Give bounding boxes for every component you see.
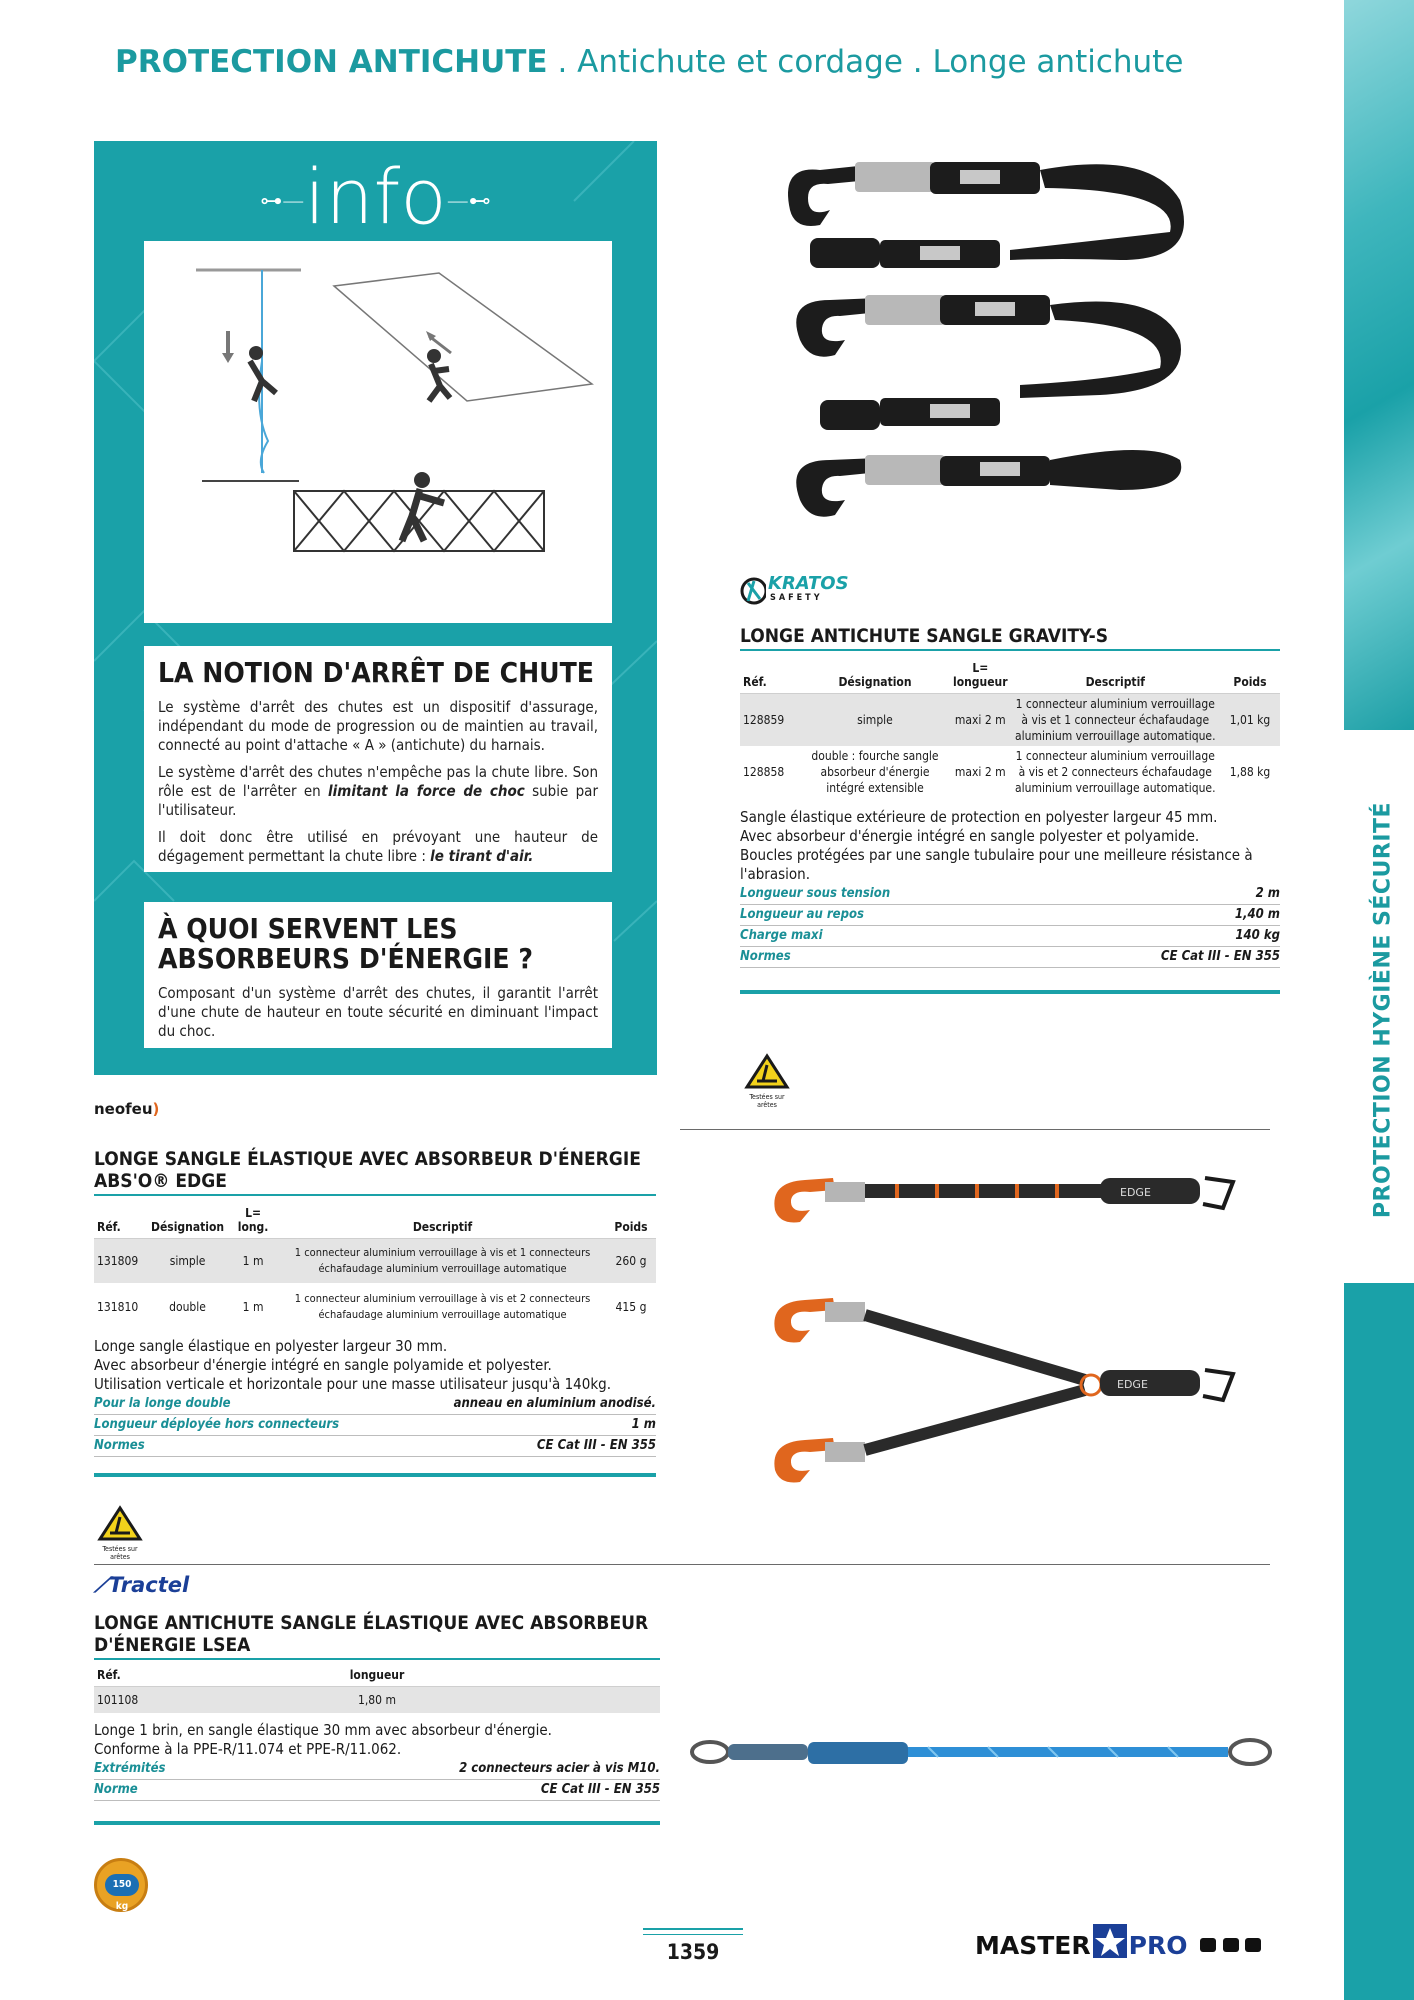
- cell-ref: 128858: [743, 765, 785, 779]
- table-row: [94, 1687, 660, 1713]
- info-panel: [94, 141, 657, 1075]
- cell-designation: simple: [800, 694, 950, 747]
- spec-row: [740, 947, 1280, 968]
- info-box-fall-arrest: [144, 646, 612, 872]
- absoedge-edge-tested-badge: [96, 1505, 144, 1561]
- spec-value: CE Cat III - EN 355: [1160, 949, 1280, 964]
- col-header: Poids: [606, 1202, 656, 1239]
- section-tab[interactable]: [1363, 800, 1403, 1220]
- edge-label: EDGE: [1117, 1378, 1148, 1391]
- absoedge-specs: [94, 1394, 656, 1457]
- lsea-specs: [94, 1759, 660, 1801]
- spec-value: 140 kg: [1235, 928, 1280, 943]
- neofeu-logo: [94, 1100, 159, 1118]
- table-row: [94, 1283, 656, 1331]
- gravity-lanyard-image: [760, 140, 1210, 540]
- ornament-right-icon: —⊷: [446, 189, 491, 214]
- col-header: Poids: [1220, 657, 1280, 694]
- cell-designation: simple: [148, 1239, 227, 1283]
- info-paragraph: Le système d'arrêt des chutes est un dispositif d'assurage, indépendant du mode de progression ou de maintien au travail, connecté au point d'attache « A » (antichute) du harnais.: [158, 698, 598, 754]
- cell-description: 1 connecteur aluminium verrouillage à vis et 2 connecteurs échafaudage aluminium verrouillage automatique: [294, 1291, 591, 1321]
- info-text: Le système d'arrêt des chutes n'empêche pas la chute libre. Son rôle est de l'arrêter en: [158, 763, 598, 800]
- fall-arrest-illustration: [144, 241, 612, 623]
- ornament-left-icon: ⊶—: [260, 189, 305, 214]
- col-header: Réf.: [94, 1202, 148, 1239]
- gravity-title: LONGE ANTICHUTE SANGLE GRAVITY-S: [740, 625, 1280, 651]
- page-number: 1359: [666, 1940, 720, 1964]
- side-decoration: [1344, 0, 1414, 730]
- absoedge-title: LONGE SANGLE ÉLASTIQUE AVEC ABSORBEUR D'ÉNERGIE ABS'O® EDGE: [94, 1148, 656, 1196]
- cell-length: maxi 2 m: [954, 765, 1006, 779]
- lsea-table: [94, 1664, 660, 1713]
- cell-ref: 131810: [97, 1299, 139, 1314]
- spec-value: anneau en aluminium anodisé.: [453, 1395, 656, 1411]
- breadcrumb-category: PROTECTION ANTICHUTE: [115, 44, 548, 80]
- col-header: Descriptif: [279, 1202, 606, 1239]
- spec-key: Longueur déployée hors connecteurs: [94, 1416, 340, 1432]
- desc-line: Utilisation verticale et horizontale pour une masse utilisateur jusqu'à 140kg.: [94, 1374, 612, 1393]
- tractel-brand: Tractel: [108, 1573, 190, 1597]
- warning-triangle-icon: [96, 1505, 144, 1541]
- lsea-lanyard-image: [688, 1730, 1278, 1780]
- cell-weight: 1,01 kg: [1220, 694, 1280, 747]
- neofeu-mark-icon: ): [152, 1100, 160, 1118]
- desc-line: Longe 1 brin, en sangle élastique 30 mm avec absorbeur d'énergie.: [94, 1720, 552, 1739]
- info-text: subie par l'utilisateur.: [158, 782, 598, 819]
- spec-row: [94, 1415, 656, 1436]
- section-end-rule: [740, 990, 1280, 994]
- desc-line: Longe sangle élastique en polyester largeur 30 mm.: [94, 1336, 448, 1355]
- cell-description: 1 connecteur aluminium verrouillage à vis et 1 connecteur échafaudage aluminium verrouillage automatique.: [1011, 694, 1220, 747]
- dot-icon: [1245, 1938, 1261, 1952]
- tractel-logo: [94, 1573, 189, 1598]
- absoedge-description: [94, 1337, 656, 1394]
- fall-arrest-diagram-icon: [144, 241, 612, 623]
- col-header: L= long.: [227, 1202, 279, 1239]
- info-paragraph: [158, 763, 598, 820]
- spec-key: Longueur sous tension: [740, 886, 891, 901]
- neofeu-brand: neofeu: [94, 1100, 153, 1118]
- section-end-rule: [94, 1821, 660, 1825]
- spec-row: [740, 926, 1280, 947]
- cell-length: 1 m: [242, 1299, 264, 1314]
- spec-row: [740, 905, 1280, 926]
- cell-description: 1 connecteur aluminium verrouillage à vis et 1 connecteurs échafaudage aluminium verrouillage automatique: [279, 1239, 606, 1283]
- info-paragraph: [158, 828, 598, 866]
- masterpro-brand-a: MASTER: [975, 1931, 1091, 1960]
- spec-row: [94, 1436, 656, 1457]
- info-text: Il doit donc être utilisé en prévoyant une hauteur de dégagement permettant la chute libre :: [158, 828, 598, 865]
- masterpro-star-icon: [1091, 1928, 1129, 1966]
- max-load-badge: [94, 1858, 148, 1912]
- info-title: [94, 147, 657, 252]
- section-divider: [94, 1564, 1270, 1565]
- info-emphasis: limitant la force de choc: [328, 782, 525, 800]
- footer-rule: [643, 1928, 743, 1930]
- spec-value: 1 m: [631, 1416, 656, 1432]
- cell-description: 1 connecteur aluminium verrouillage à vis et 2 connecteurs échafaudage aluminium verrouillage automatique.: [1015, 749, 1216, 795]
- page-title: [115, 44, 1183, 80]
- footer-rule: [643, 1934, 743, 1935]
- badge-caption: Testées sur arêtes: [102, 1545, 138, 1561]
- spec-row: [740, 884, 1280, 905]
- spec-key: Extrémités: [94, 1760, 166, 1776]
- spec-value: 2 m: [1255, 886, 1280, 901]
- spec-row: [94, 1780, 660, 1801]
- spec-key: Normes: [740, 949, 791, 964]
- col-header: Désignation: [148, 1202, 227, 1239]
- spec-row: [94, 1394, 656, 1415]
- section-divider: [680, 1129, 1270, 1130]
- desc-line: Conforme à la PPE-R/11.074 et PPE-R/11.062.: [94, 1739, 402, 1758]
- spec-row: [94, 1759, 660, 1780]
- spec-key: Pour la longe double: [94, 1395, 231, 1411]
- section-tab-label: PROTECTION HYGIÈNE SÉCURITÉ: [1370, 801, 1396, 1219]
- absoedge-lanyard-image: [765, 1170, 1255, 1500]
- dot-icon: [1223, 1938, 1239, 1952]
- cell-designation: double: [169, 1299, 206, 1314]
- lsea-product: [94, 1612, 660, 1825]
- footer-dots: [1200, 1937, 1261, 1956]
- dot-icon: [1200, 1938, 1216, 1952]
- cell-designation: double : fourche sangle absorbeur d'énergie intégré extensible: [811, 749, 939, 795]
- kratos-emblem-icon: [740, 575, 766, 607]
- side-band: [1344, 1283, 1414, 2000]
- absoedge-table: [94, 1202, 656, 1331]
- cell-length: 1,80 m: [234, 1687, 520, 1713]
- table-row: [740, 694, 1280, 747]
- spec-key: Norme: [94, 1781, 138, 1797]
- spec-key: Longueur au repos: [740, 907, 864, 922]
- col-header: Descriptif: [1011, 657, 1220, 694]
- cell-weight: 415 g: [615, 1299, 647, 1314]
- cell-weight: 260 g: [606, 1239, 656, 1283]
- table-row: [740, 746, 1280, 798]
- section-end-rule: [94, 1473, 656, 1477]
- max-load-value: 150 kg: [105, 1874, 139, 1896]
- gravity-description: [740, 808, 1280, 884]
- cell-weight: 1,88 kg: [1229, 765, 1271, 779]
- spec-value: CE Cat III - EN 355: [540, 1781, 660, 1797]
- table-row: [94, 1239, 656, 1283]
- tractel-mark-icon: ⟋: [94, 1573, 109, 1597]
- cell-ref: 128859: [740, 694, 800, 747]
- spec-value: CE Cat III - EN 355: [536, 1437, 656, 1453]
- info-emphasis: le tirant d'air.: [430, 847, 534, 865]
- info-heading-fall-arrest: LA NOTION D'ARRÊT DE CHUTE: [158, 656, 595, 689]
- col-header: Réf.: [94, 1664, 234, 1687]
- gravity-specs: [740, 884, 1280, 968]
- kratos-brand: KRATOS: [768, 573, 849, 594]
- gravity-table: [740, 657, 1280, 798]
- info-title-text: info: [304, 152, 447, 241]
- gravity-product: [740, 625, 1280, 994]
- desc-line: Avec absorbeur d'énergie intégré en sangle polyester et polyamide.: [740, 827, 1200, 845]
- warning-triangle-icon: [743, 1053, 791, 1089]
- col-header: longueur: [234, 1664, 520, 1687]
- spec-value: 2 connecteurs acier à vis M10.: [459, 1760, 660, 1776]
- col-header-empty: [520, 1664, 660, 1687]
- kratos-logo: [740, 573, 850, 609]
- cell-empty: [520, 1687, 660, 1713]
- info-box-absorbers: [144, 902, 612, 1048]
- spec-value: 1,40 m: [1234, 907, 1280, 922]
- gravity-edge-tested-badge: [743, 1053, 791, 1109]
- desc-line: Avec absorbeur d'énergie intégré en sangle polyamide et polyester.: [94, 1355, 552, 1374]
- col-header: L= longueur: [950, 657, 1011, 694]
- spec-key: Normes: [94, 1437, 145, 1453]
- lsea-title: LONGE ANTICHUTE SANGLE ÉLASTIQUE AVEC ABSORBEUR D'ÉNERGIE LSEA: [94, 1612, 660, 1660]
- edge-label: EDGE: [1120, 1186, 1151, 1199]
- desc-line: Sangle élastique extérieure de protection en polyester largeur 45 mm.: [740, 808, 1218, 826]
- cell-ref: 131809: [94, 1239, 148, 1283]
- col-header: Désignation: [800, 657, 950, 694]
- col-header: Réf.: [740, 657, 800, 694]
- lsea-description: [94, 1721, 660, 1759]
- masterpro-logo: [975, 1928, 1187, 1966]
- info-heading-absorbers: À QUOI SERVENT LES ABSORBEURS D'ÉNERGIE ?: [158, 912, 533, 975]
- badge-caption: Testées sur arêtes: [749, 1093, 785, 1109]
- absoedge-product: [94, 1148, 656, 1477]
- cell-length: 1 m: [227, 1239, 279, 1283]
- cell-ref: 101108: [94, 1687, 234, 1713]
- kratos-brand-sub: SAFETY: [770, 593, 823, 603]
- cell-length: maxi 2 m: [950, 694, 1011, 747]
- masterpro-brand-b: PRO: [1128, 1931, 1188, 1960]
- info-paragraph: Composant d'un système d'arrêt des chutes, il garantit l'arrêt d'une chute de hauteur en toute sécurité en diminuant l'impact du choc.: [158, 984, 598, 1040]
- desc-line: Boucles protégées par une sangle tubulaire pour une meilleure résistance à l'abrasion.: [740, 846, 1253, 883]
- spec-key: Charge maxi: [740, 928, 823, 943]
- breadcrumb-path: . Antichute et cordage . Longe antichute: [547, 44, 1184, 80]
